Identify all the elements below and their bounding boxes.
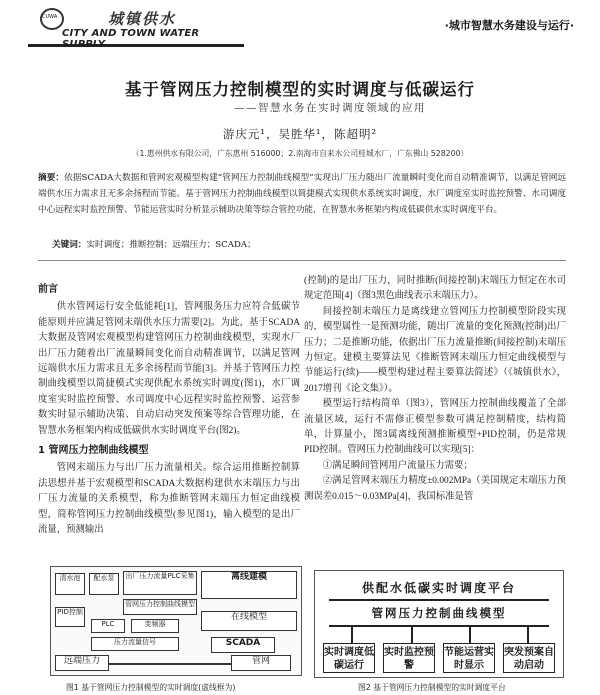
fig1-model-box: 管网压力控制曲线模型: [123, 599, 197, 615]
intro-heading: 前言: [38, 284, 58, 295]
article-affiliation: （1.惠州供水有限公司，广东惠州 516000；2.南海市自来水公司桂城水厂，广东佛山 528200）: [131, 149, 469, 158]
logo-english: CITY AND TOWN WATER: [62, 28, 200, 39]
right-paragraph-1: (控制)的是出厂压力，同时推断(间接控制)末端压力恒定在水司规定范围[4]（图3黑色曲线表示末端压力）。: [304, 276, 566, 302]
article-title: 基于管网压力控制模型的实时调度与低碳运行: [125, 80, 475, 99]
fig1-scada: SCADA: [211, 637, 275, 653]
journal-header: [0, 0, 600, 52]
figure-2: [314, 570, 564, 678]
intro-paragraph: 供水管网运行安全低能耗[1]，管网服务压力应符合低碳节能原则并应满足管网末端供水压力需要[2]。为此，基于SCADA大数据及管网宏观模型构建管网压力控制曲线模型，实现水厂出厂压力随着出厂流量瞬间变化而自动精准调节，以满足管网远端供水压力需求且无多余扬程而节能[3]。并基于管网压力控制曲线模型以简捷模式实现供配水系统实时调度(图1)，水厂调度室实时监控预警、水司调度中心远程实时监控预警、运营参数实时显示辅助决策、自动启动突发预案等综合管理功能，在智慧水务框架内构成低碳供水实时调度平台(图2)。: [38, 302, 300, 436]
figure-2-caption: 图2 基于管网压力控制模型的实时调度平台: [358, 683, 506, 692]
abstract: [38, 170, 566, 218]
fig2-box-3: 节能运营实时显示: [443, 643, 495, 673]
fig2-connector-3: [469, 627, 471, 643]
section-tag: ·城市智慧水务建设与运行·: [444, 19, 574, 32]
journal-logo: [12, 6, 232, 46]
fig2-connector-1: [351, 627, 353, 643]
fig2-rule-2: [329, 625, 549, 627]
logo-badge-text: CUWA: [42, 14, 58, 20]
fig1-pipe: 管网: [231, 655, 291, 671]
right-list-item-1: ①满足瞬间管网用户流量压力需要；: [322, 460, 473, 471]
right-column: [304, 274, 566, 505]
section-1-heading: 1 管网压力控制曲线模型: [38, 445, 149, 457]
fig1-online: 在线模型: [201, 611, 297, 631]
abstract-text: 依据SCADA大数据和管网宏观模型构建“管网压力控制曲线模型”实现出厂压力随出厂流量瞬时变化而自动精准调节，以满足管网远端供水压力需求且无多余扬程而节能。基于管网压力控制曲线模型以简捷模式实现供水系统实时调度，水厂调度室实时监控预警、水司调度中心远程实时监控预警、节能运营实时分析显示辅助决策等综合管控功能，在智慧水务框架内构成低碳供水实时调度平台。: [38, 173, 566, 215]
fig1-plc: PLC: [91, 619, 125, 633]
fig2-box-4: 突发预案自动启动: [503, 643, 555, 673]
abstract-label: 摘要：: [38, 173, 65, 183]
fig2-platform-title: 供配水低碳实时调度平台: [361, 581, 516, 595]
divider: [38, 260, 566, 261]
fig2-box-2: 实时监控预警: [383, 643, 435, 673]
left-column: [38, 278, 300, 539]
keywords-text: 实时调度；推断控制；远端压力；SCADA；: [86, 240, 256, 250]
fig1-pipe-line: [109, 663, 231, 665]
fig2-connector-2: [411, 627, 413, 643]
fig1-vfd: 变频器: [131, 619, 179, 633]
fig2-connector-4: [527, 627, 529, 643]
fig1-offline: 离线建模: [201, 571, 297, 599]
fig1-pid: PID控制: [55, 607, 85, 627]
logo-underline: [28, 44, 244, 47]
fig2-box-1: 实时调度低碳运行: [323, 643, 375, 673]
figure-1: [50, 566, 302, 676]
article-authors: 游庆元¹，吴胜华¹，陈超明²: [222, 127, 378, 141]
fig1-pump: 配水泵: [89, 573, 119, 595]
right-paragraph-2: 间接控制末端压力是离线建立管网压力控制模型阶段实现的，模型属性一是预测功能，随出厂流量的变化预测(控制)出厂压力；二是推断功能，依据出厂压力流量推断(间接控制)末端压力恒定。建模主要算法见《推断管网末端压力恒定曲线模型与节能运行(续)——模型构建过程主要算法简述》（《城镇供水》，2017增刊《论文集》）。: [304, 306, 566, 394]
fig2-rule-1: [329, 599, 549, 601]
fig1-plc-input: 出厂压力流量PLC采集: [123, 571, 197, 595]
keywords-label: 关键词：: [52, 240, 87, 250]
figure-1-caption: 图1 基于管网压力控制模型的实时调度(虚线框为): [66, 683, 236, 692]
article-subtitle: ——智慧水务在实时调度领域的应用: [234, 102, 426, 114]
fig1-signal: 压力流量信号: [91, 637, 179, 651]
fig1-remote: 远端压力: [55, 655, 109, 671]
keywords: [52, 238, 256, 250]
fig2-model-title: 管网压力控制曲线模型: [371, 606, 507, 620]
right-list-item-2: ②满足管网末端压力精度±0.002MPa（美国规定末端压力预测误差0.015～0.03MPa[4]，我国标准是管: [304, 476, 566, 502]
logo-chinese: 城镇供水: [108, 10, 177, 28]
section-1-paragraph: 管网末端压力与出厂压力流量相关。综合运用推断控制算法思想并基于宏观模型和SCADA大数据构建供水末端压力与出厂压力流量的关系模型，称为推断管网末端压力恒定曲线模型，简称管网压力控制曲线模型(参见图1)，输入模型的是出厂流量，预测输出: [38, 463, 300, 536]
fig1-tank: 清水池: [55, 573, 85, 595]
right-paragraph-3: 模型运行结构简单（图3），管网压力控制曲线覆盖了全部流量区域，运行不需修正模型参数可满足控制精度，结构简单，计算量小，图3属离线预测推断模型+PID控制，仍是常规PID控制。管网压力控制曲线可以实现[5]：: [304, 399, 566, 456]
